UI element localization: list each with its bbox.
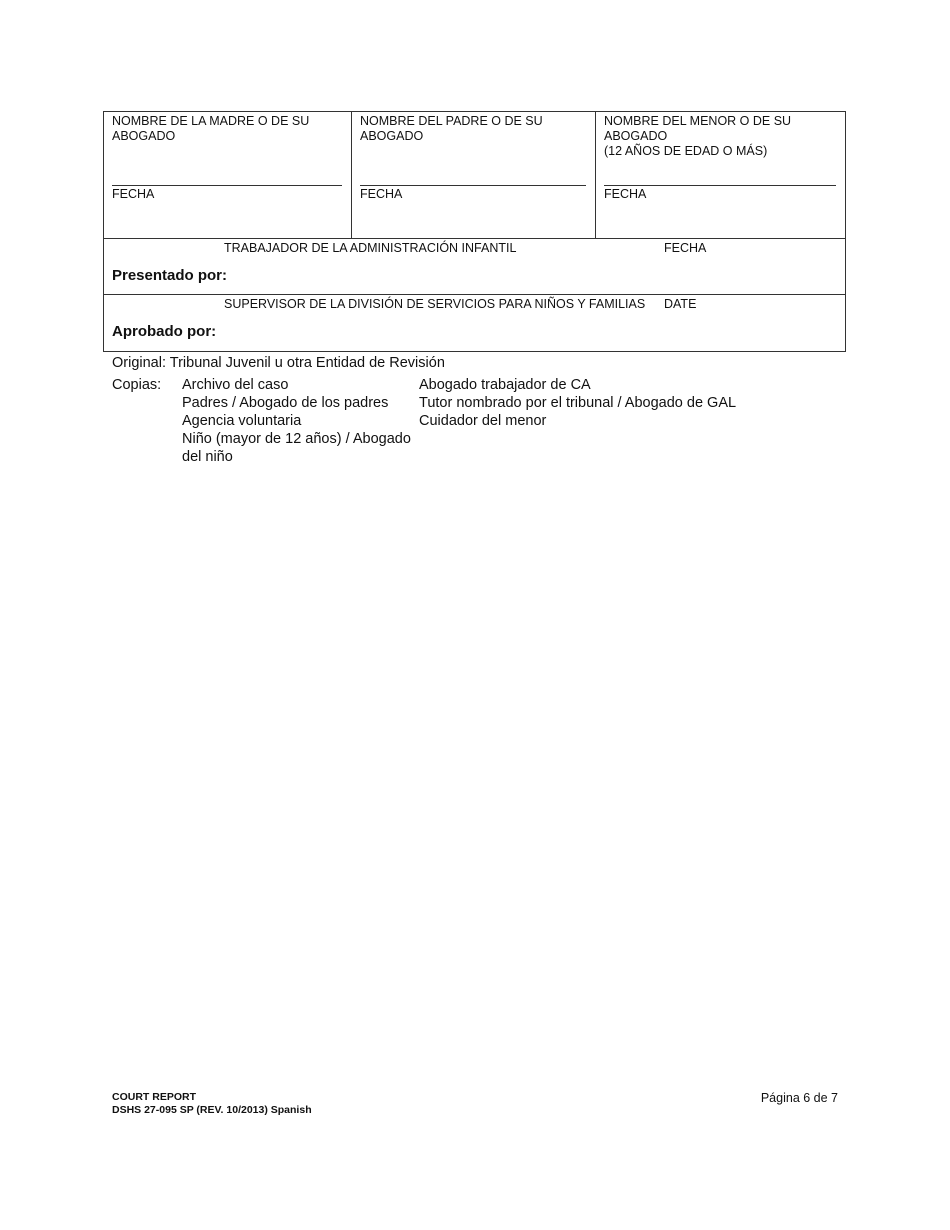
page-number: Página 6 de 7 [760,1091,838,1105]
original-recipient: Original: Tribunal Juvenil u otra Entidad de Revisión [112,355,445,371]
form-footer [112,1091,312,1117]
father-signature-line [360,185,586,186]
mother-signature-cell[interactable] [104,112,351,238]
party-signature-row [104,112,845,239]
presented-role-label: TRABAJADOR DE LA ADMINISTRACIÓN INFANTIL [224,241,517,255]
child-signature-line [604,185,836,186]
form-title: COURT REPORT [112,1091,196,1103]
presented-date-label: FECHA [664,241,707,255]
approved-date-label: DATE [664,297,697,311]
child-name-label: NOMBRE DEL MENOR O DE SU ABOGADO (12 AÑOS DE EDAD O MÁS) [604,114,792,158]
copy-recipient: Niño (mayor de 12 años) / Abogado del niño [182,431,411,465]
father-signature-cell[interactable] [351,112,595,238]
mother-date-label: FECHA [112,187,155,201]
copy-recipient: Padres / Abogado de los padres [182,395,389,411]
copies-grid [182,376,736,466]
copy-recipient: Agencia voluntaria [182,413,302,429]
copy-recipient [419,430,736,466]
child-signature-cell[interactable] [595,112,845,238]
presented-by-label: Presentado por: [112,267,228,284]
father-name-label: NOMBRE DEL PADRE O DE SU ABOGADO [360,114,543,143]
copy-recipient: Archivo del caso [182,377,289,393]
signature-table [103,111,846,352]
copy-recipient: Tutor nombrado por el tribunal / Abogado de GAL [419,395,737,411]
copy-recipient: Abogado trabajador de CA [419,377,591,393]
copies-label: Copias: [112,377,162,393]
mother-name-label: NOMBRE DE LA MADRE O DE SU ABOGADO [112,114,310,143]
copies-section [112,376,736,466]
father-date-label: FECHA [360,187,403,201]
form-number: DSHS 27-095 SP (REV. 10/2013) Spanish [112,1104,312,1116]
approved-by-row[interactable] [104,294,845,351]
approved-by-label: Aprobado por: [112,323,217,340]
approved-role-label: SUPERVISOR DE LA DIVISIÓN DE SERVICIOS PARA NIÑOS Y FAMILIAS [224,297,646,311]
distribution-list [112,354,736,466]
presented-by-row[interactable] [104,239,845,294]
mother-signature-line [112,185,342,186]
child-date-label: FECHA [604,187,647,201]
copy-recipient: Cuidador del menor [419,413,547,429]
